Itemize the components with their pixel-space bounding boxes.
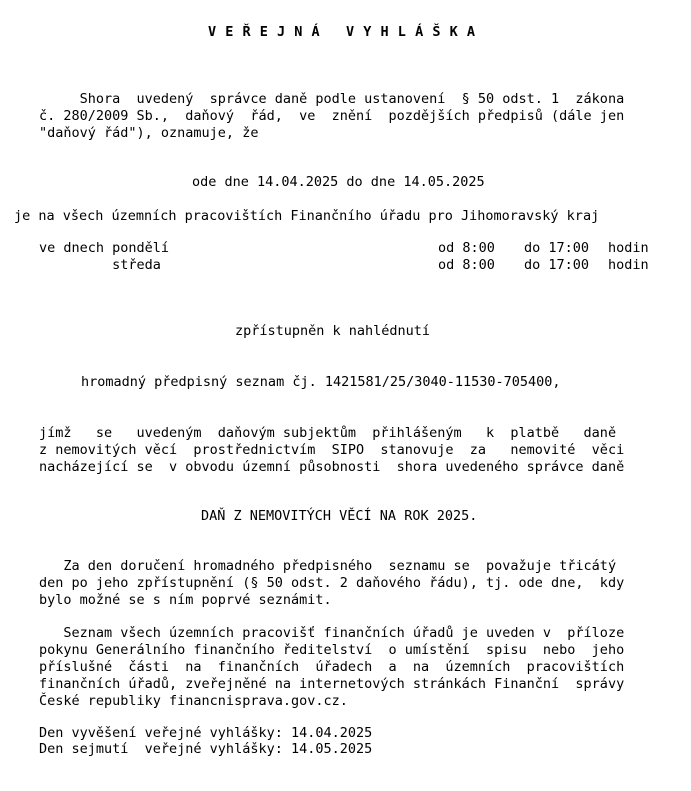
tax-heading: DAŇ Z NEMOVITÝCH VĚCÍ NA ROK 2025. xyxy=(201,508,478,524)
hours-to: do 17:00 xyxy=(524,240,590,256)
hours-from: od 8:00 xyxy=(438,257,495,273)
notice-title: V E Ř E J N Á V Y H L Á Š K A xyxy=(208,24,476,40)
offices-line: České republiky financnisprava.gov.cz. xyxy=(39,693,348,709)
removed-date: Den sejmutí veřejné vyhlášky: 14.05.2025 xyxy=(39,741,373,757)
subjects-line: z nemovitých věcí prostřednictvím SIPO stanovuje za nemovité věci xyxy=(39,442,625,458)
subjects-line: nacházející se v obvodu územní působnosti shora uvedeného správce daně xyxy=(39,459,625,475)
delivery-line: Za den doručení hromadného předpisného seznamu se považuje třicátý xyxy=(39,558,617,574)
offices-line: finančních úřadů, zveřejněné na internetových stránkách Finanční správy xyxy=(39,676,625,692)
delivery-line: den po jeho zpřístupnění (§ 50 odst. 2 daňového řádu), tj. ode dne, kdy xyxy=(39,575,625,591)
hours-day: středa xyxy=(39,257,161,273)
intro-line: Shora uvedený správce daně podle ustanovení § 50 odst. 1 zákona xyxy=(39,91,625,107)
hours-day: ve dnech pondělí xyxy=(39,240,170,256)
intro-line: č. 280/2009 Sb., daňový řád, ve znění pozdějších předpisů (dále jen xyxy=(39,108,625,124)
intro-line: "daňový řád"), oznamuje, že xyxy=(39,125,259,141)
posted-date: Den vyvěšení veřejné vyhlášky: 14.04.2025 xyxy=(39,725,373,741)
offices-line: pokynu Generálního finančního ředitelství o umístění spisu nebo jeho xyxy=(39,642,625,658)
offices-line: Seznam všech územních pracovišť finančních úřadů je uveden v příloze xyxy=(39,625,625,641)
hours-unit: hodin xyxy=(608,257,649,273)
hours-to: do 17:00 xyxy=(524,257,590,273)
hours-from: od 8:00 xyxy=(438,240,495,256)
access-line: zpřístupněn k nahlédnutí xyxy=(235,323,431,339)
delivery-line: bylo možné se s ním poprvé seznámit. xyxy=(39,592,332,608)
subjects-line: jímž se uvedeným daňovým subjektům přihlášeným k platbě daně xyxy=(39,425,617,441)
location-line: je na všech územních pracovištích Finančního úřadu pro Jihomoravský kraj xyxy=(14,208,600,224)
offices-line: příslušné části na finančních úřadech a na územních pracovištích xyxy=(39,659,625,675)
period-line: ode dne 14.04.2025 do dne 14.05.2025 xyxy=(192,174,485,190)
list-reference: hromadný předpisný seznam čj. 1421581/25/3040-11530-705400, xyxy=(81,374,561,390)
hours-unit: hodin xyxy=(608,240,649,256)
